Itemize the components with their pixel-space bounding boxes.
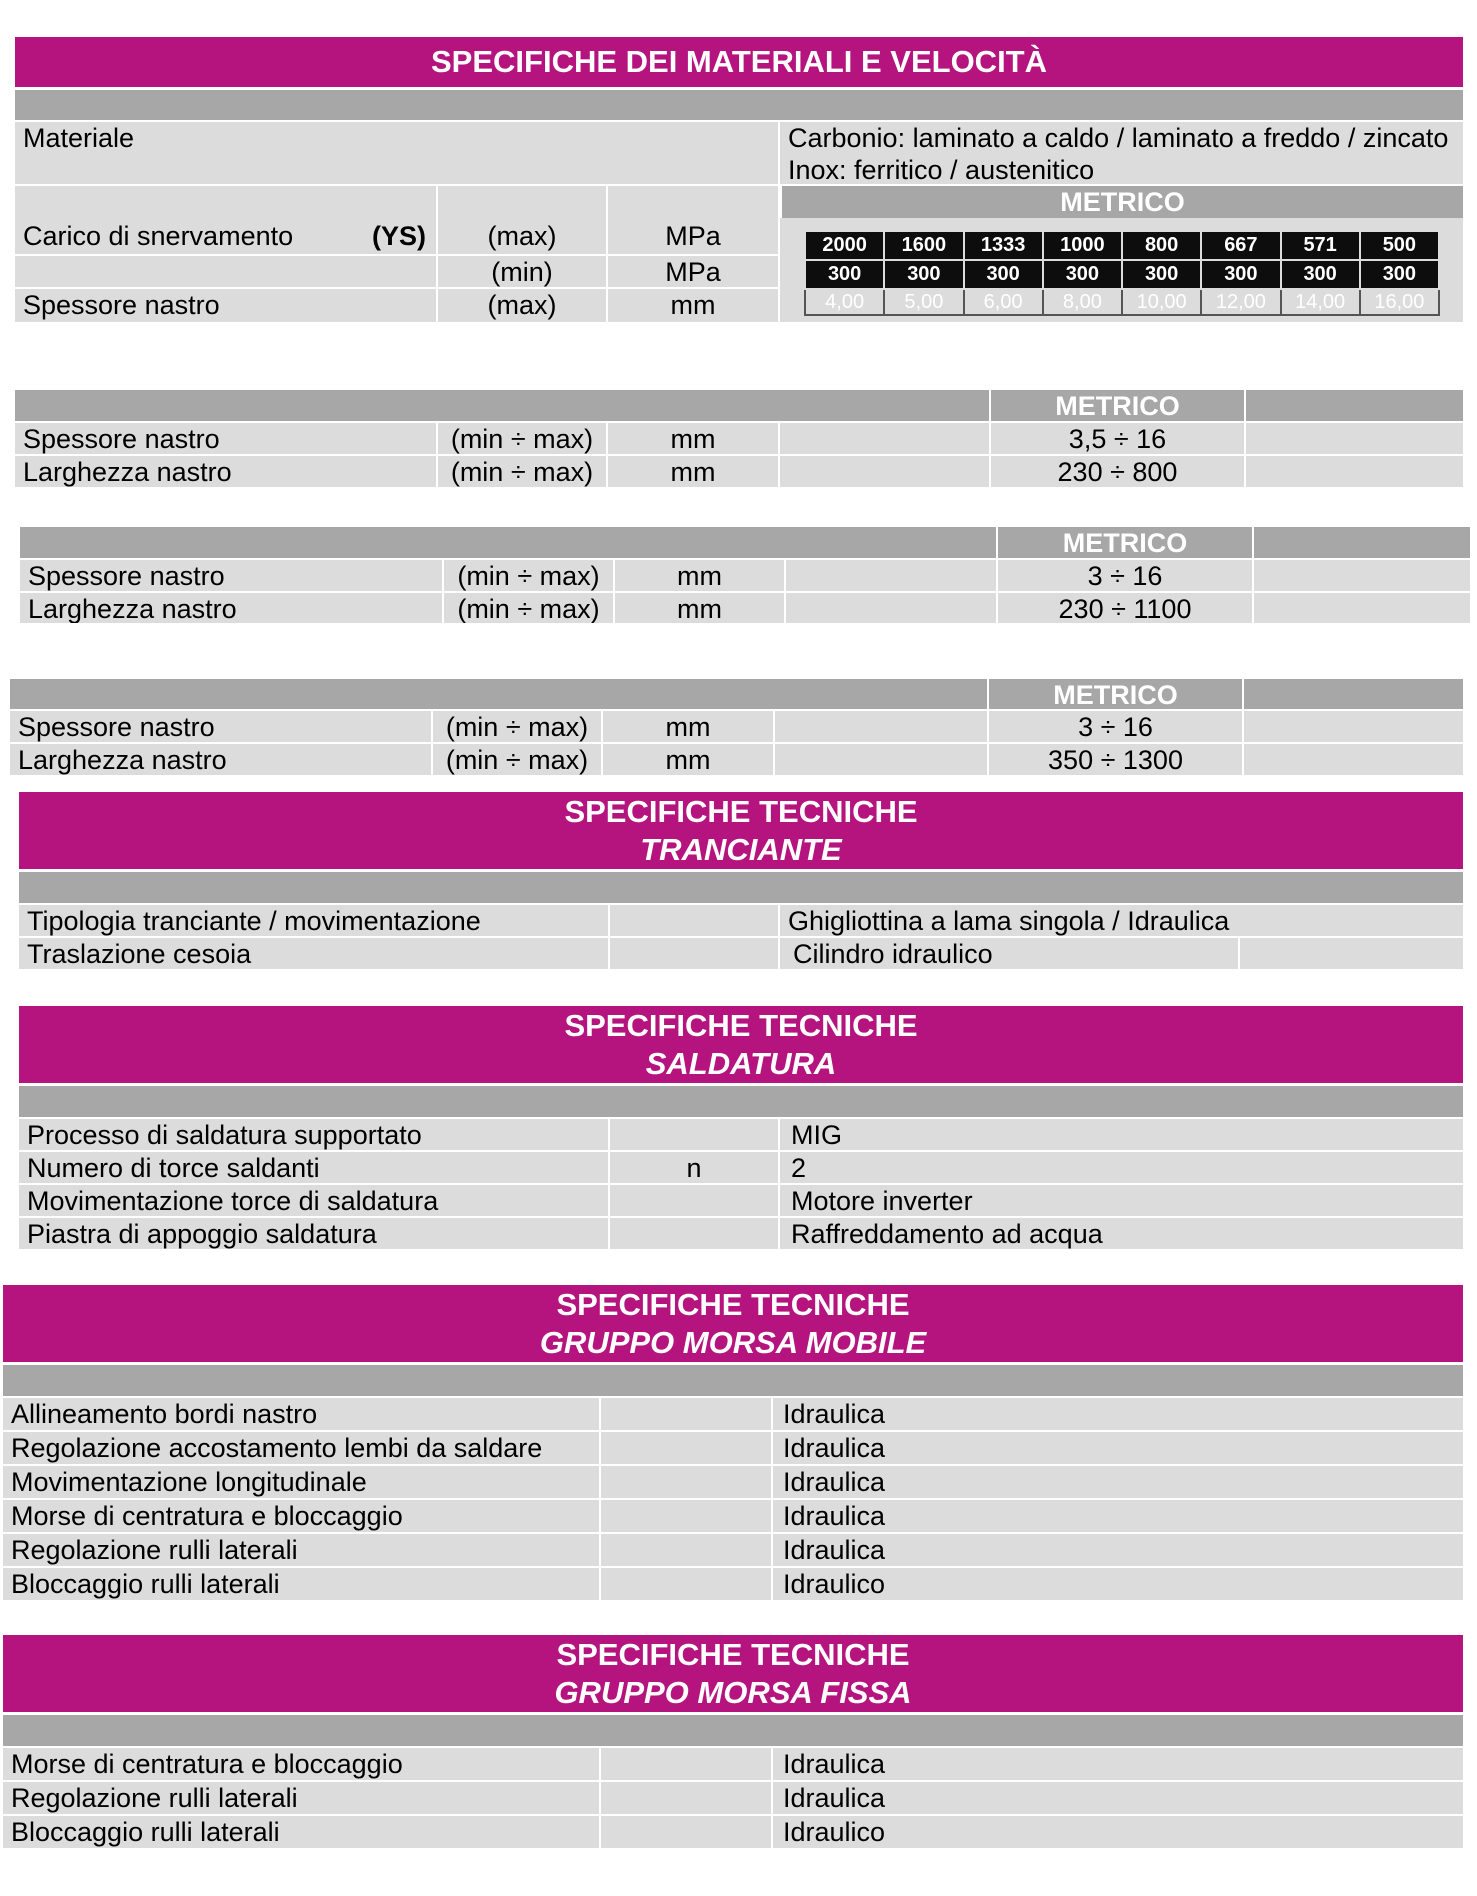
- ys-min-cell: 300: [964, 260, 1043, 289]
- saldatura-row-4-unit: [610, 1218, 778, 1249]
- tranciante-row-2-end: [1240, 938, 1463, 969]
- ys-max-cell: 800: [1122, 231, 1201, 260]
- dim-table-1-row-1-end: [1246, 423, 1463, 454]
- morsa-fissa-row-1-label: Morse di centratura e bloccaggio: [3, 1748, 599, 1780]
- dim-table-1-row-2-label: Larghezza nastro: [15, 456, 436, 487]
- dim-table-1-header-left: [15, 390, 989, 421]
- morsa-mobile-subtitle: GRUPPO MORSA MOBILE: [539, 1325, 927, 1360]
- dim-table-1-row-2-blank: [780, 456, 989, 487]
- thickness-cell: 10,00: [1122, 289, 1201, 315]
- dim-table-3-row-1-value: 3 ÷ 16: [989, 711, 1242, 742]
- dim-table-3-row-2-range: (min ÷ max): [433, 744, 601, 775]
- morsa-mobile-row-4-value: Idraulica: [773, 1500, 1463, 1532]
- morsa-mobile-row-6-mid: [601, 1568, 771, 1600]
- morsa-fissa-row-2-mid: [601, 1782, 771, 1814]
- dim-table-2-row-1-range: (min ÷ max): [444, 560, 613, 591]
- dim-table-3-row-1-blank: [775, 711, 987, 742]
- dim-table-2-row-1-value: 3 ÷ 16: [998, 560, 1252, 591]
- ys-min-cell: 300: [1122, 260, 1201, 289]
- materiale-value-line-2: Inox: ferritico / austenitico: [788, 155, 1095, 184]
- dim-table-2-row-2-blank: [786, 593, 996, 623]
- dim-table-2-row-2-label: Larghezza nastro: [20, 593, 442, 623]
- ys-max-cell: 667: [1201, 231, 1280, 260]
- thickness-cell: 5,00: [884, 289, 963, 315]
- morsa-mobile-bar: [3, 1365, 1463, 1396]
- saldatura-bar: [19, 1086, 1463, 1117]
- morsa-mobile-title: SPECIFICHE TECNICHE: [556, 1287, 910, 1322]
- ys-max-cell: 1600: [884, 231, 963, 260]
- dim-table-3-row-2-blank: [775, 744, 987, 775]
- dim-table-1-row-1-range: (min ÷ max): [438, 423, 606, 454]
- thickness-row: [805, 289, 1439, 315]
- materiale-value: [780, 122, 1463, 184]
- carico-min-range: (min): [438, 256, 606, 287]
- dim-table-3-row-2-unit: mm: [603, 744, 773, 775]
- tranciante-bar: [19, 872, 1463, 903]
- dim-table-1-row-2-range: (min ÷ max): [438, 456, 606, 487]
- tranciante-row-1-label: Tipologia tranciante / movimentazione: [19, 905, 608, 936]
- ys-max-cell: 1333: [964, 231, 1043, 260]
- saldatura-header: [19, 1006, 1463, 1083]
- saldatura-row-1-value: MIG: [780, 1119, 1463, 1150]
- morsa-fissa-row-1-mid: [601, 1748, 771, 1780]
- dim-table-2-row-1-blank: [786, 560, 996, 591]
- materiale-value-line-1: Carbonio: laminato a caldo / laminato a freddo / zincato: [788, 123, 1449, 153]
- morsa-mobile-row-5-value: Idraulica: [773, 1534, 1463, 1566]
- dim-table-2-row-1-end: [1254, 560, 1470, 591]
- thickness-cell: 4,00: [805, 289, 884, 315]
- morsa-fissa-row-3-value: Idraulico: [773, 1816, 1463, 1848]
- thickness-cell: 16,00: [1360, 289, 1439, 315]
- ys-min-cell: 300: [805, 260, 884, 289]
- dim-table-3-header-left: [10, 679, 987, 709]
- metrico-header-materials: METRICO: [782, 186, 1463, 218]
- dim-table-2-metrico: METRICO: [998, 527, 1252, 558]
- saldatura-row-3-value: Motore inverter: [780, 1185, 1463, 1216]
- dim-table-1-row-1-value: 3,5 ÷ 16: [991, 423, 1244, 454]
- dim-table-1-row-2-unit: mm: [608, 456, 778, 487]
- morsa-mobile-row-2-mid: [601, 1432, 771, 1464]
- dim-table-2-row-2-range: (min ÷ max): [444, 593, 613, 623]
- dim-table-1-row-2-value: 230 ÷ 800: [991, 456, 1244, 487]
- morsa-mobile-row-3-label: Movimentazione longitudinale: [3, 1466, 599, 1498]
- dim-table-2-row-2-end: [1254, 593, 1470, 623]
- metrico-panel: [780, 218, 1463, 322]
- dim-table-1-header-right: [1246, 390, 1463, 421]
- tranciante-row-2-unit: [610, 938, 778, 969]
- thickness-cell: 6,00: [964, 289, 1043, 315]
- tranciante-row-2-value: Cilindro idraulico: [780, 938, 1238, 969]
- dim-table-2-row-1-label: Spessore nastro: [20, 560, 442, 591]
- morsa-mobile-row-1-value: Idraulica: [773, 1398, 1463, 1430]
- tranciante-title: SPECIFICHE TECNICHE: [564, 794, 918, 829]
- ys-label: (YS): [372, 221, 426, 251]
- carico-max-unit: MPa: [608, 186, 778, 254]
- tranciante-row-1-unit: [610, 905, 778, 936]
- morsa-fissa-title: SPECIFICHE TECNICHE: [556, 1637, 910, 1672]
- spessore-max-label: Spessore nastro: [15, 289, 436, 322]
- ys-max-cell: 2000: [805, 231, 884, 260]
- tranciante-row-1-value: Ghigliottina a lama singola / Idraulica: [780, 905, 1463, 936]
- dim-table-2-header-left: [20, 527, 996, 558]
- morsa-fissa-row-3-label: Bloccaggio rulli laterali: [3, 1816, 599, 1848]
- carico-min-unit: MPa: [608, 256, 778, 287]
- carico-min-spacer: [15, 256, 436, 287]
- saldatura-row-3-unit: [610, 1185, 778, 1216]
- dim-table-1-row-1-blank: [780, 423, 989, 454]
- dim-table-3-row-2-end: [1244, 744, 1463, 775]
- ys-min-cell: 300: [884, 260, 963, 289]
- ys-min-cell: 300: [1201, 260, 1280, 289]
- ys-max-cell: 500: [1360, 231, 1439, 260]
- carico-max-range: (max): [438, 186, 606, 254]
- carico-label: [15, 186, 436, 254]
- morsa-mobile-row-5-mid: [601, 1534, 771, 1566]
- morsa-mobile-header: [3, 1285, 1463, 1362]
- saldatura-row-2-label: Numero di torce saldanti: [19, 1152, 608, 1183]
- morsa-fissa-subtitle: GRUPPO MORSA FISSA: [554, 1675, 912, 1710]
- carico-text: Carico di snervamento: [23, 221, 294, 251]
- morsa-fissa-row-1-value: Idraulica: [773, 1748, 1463, 1780]
- ys-min-row: [805, 260, 1439, 289]
- morsa-fissa-row-2-value: Idraulica: [773, 1782, 1463, 1814]
- morsa-fissa-bar: [3, 1715, 1463, 1746]
- morsa-mobile-row-3-value: Idraulica: [773, 1466, 1463, 1498]
- ys-min-cell: 300: [1360, 260, 1439, 289]
- dim-table-1-row-1-unit: mm: [608, 423, 778, 454]
- morsa-mobile-row-4-mid: [601, 1500, 771, 1532]
- morsa-fissa-header: [3, 1635, 1463, 1712]
- saldatura-row-3-label: Movimentazione torce di saldatura: [19, 1185, 608, 1216]
- morsa-mobile-row-6-label: Bloccaggio rulli laterali: [3, 1568, 599, 1600]
- materials-header: [15, 37, 1463, 87]
- dim-table-3-row-1-unit: mm: [603, 711, 773, 742]
- ys-max-row: [805, 231, 1439, 260]
- materials-title: SPECIFICHE DEI MATERIALI E VELOCITÀ: [430, 44, 1048, 79]
- saldatura-row-2-unit: n: [610, 1152, 778, 1183]
- spessore-max-range: (max): [438, 289, 606, 322]
- morsa-mobile-row-1-mid: [601, 1398, 771, 1430]
- ys-min-cell: 300: [1043, 260, 1122, 289]
- dim-table-3-row-1-end: [1244, 711, 1463, 742]
- thickness-cell: 12,00: [1201, 289, 1280, 315]
- tranciante-header: [19, 792, 1463, 869]
- tranciante-row-2-label: Traslazione cesoia: [19, 938, 608, 969]
- ys-thickness-table: [804, 230, 1440, 316]
- ys-min-cell: 300: [1281, 260, 1360, 289]
- morsa-mobile-row-6-value: Idraulico: [773, 1568, 1463, 1600]
- morsa-mobile-row-3-mid: [601, 1466, 771, 1498]
- ys-max-cell: 571: [1281, 231, 1360, 260]
- dim-table-1-row-1-label: Spessore nastro: [15, 423, 436, 454]
- dim-table-2-row-1-unit: mm: [615, 560, 784, 591]
- dim-table-2-header-right: [1254, 527, 1470, 558]
- dim-table-3-row-1-range: (min ÷ max): [433, 711, 601, 742]
- morsa-mobile-row-4-label: Morse di centratura e bloccaggio: [3, 1500, 599, 1532]
- saldatura-row-4-value: Raffreddamento ad acqua: [780, 1218, 1463, 1249]
- dim-table-3-row-2-label: Larghezza nastro: [10, 744, 431, 775]
- saldatura-row-2-value: 2: [780, 1152, 1463, 1183]
- saldatura-row-1-label: Processo di saldatura supportato: [19, 1119, 608, 1150]
- dim-table-3-metrico: METRICO: [989, 679, 1242, 709]
- saldatura-subtitle: SALDATURA: [645, 1046, 837, 1081]
- saldatura-row-1-unit: [610, 1119, 778, 1150]
- materiale-label: Materiale: [15, 122, 778, 184]
- morsa-fissa-row-2-label: Regolazione rulli laterali: [3, 1782, 599, 1814]
- saldatura-title: SPECIFICHE TECNICHE: [564, 1008, 918, 1043]
- ys-max-cell: 1000: [1043, 231, 1122, 260]
- dim-table-1-row-2-end: [1246, 456, 1463, 487]
- morsa-mobile-row-1-label: Allineamento bordi nastro: [3, 1398, 599, 1430]
- dim-table-1-metrico: METRICO: [991, 390, 1244, 421]
- saldatura-row-4-label: Piastra di appoggio saldatura: [19, 1218, 608, 1249]
- morsa-mobile-row-2-value: Idraulica: [773, 1432, 1463, 1464]
- morsa-mobile-row-2-label: Regolazione accostamento lembi da saldare: [3, 1432, 599, 1464]
- dim-table-3-row-2-value: 350 ÷ 1300: [989, 744, 1242, 775]
- dim-table-2-row-2-value: 230 ÷ 1100: [998, 593, 1252, 623]
- dim-table-3-header-right: [1244, 679, 1463, 709]
- tranciante-subtitle: TRANCIANTE: [640, 832, 842, 867]
- morsa-fissa-row-3-mid: [601, 1816, 771, 1848]
- dim-table-3-row-1-label: Spessore nastro: [10, 711, 431, 742]
- materials-subheader-bar: [15, 90, 1463, 120]
- spessore-max-unit: mm: [608, 289, 778, 322]
- thickness-cell: 14,00: [1281, 289, 1360, 315]
- thickness-cell: 8,00: [1043, 289, 1122, 315]
- dim-table-2-row-2-unit: mm: [615, 593, 784, 623]
- morsa-mobile-row-5-label: Regolazione rulli laterali: [3, 1534, 599, 1566]
